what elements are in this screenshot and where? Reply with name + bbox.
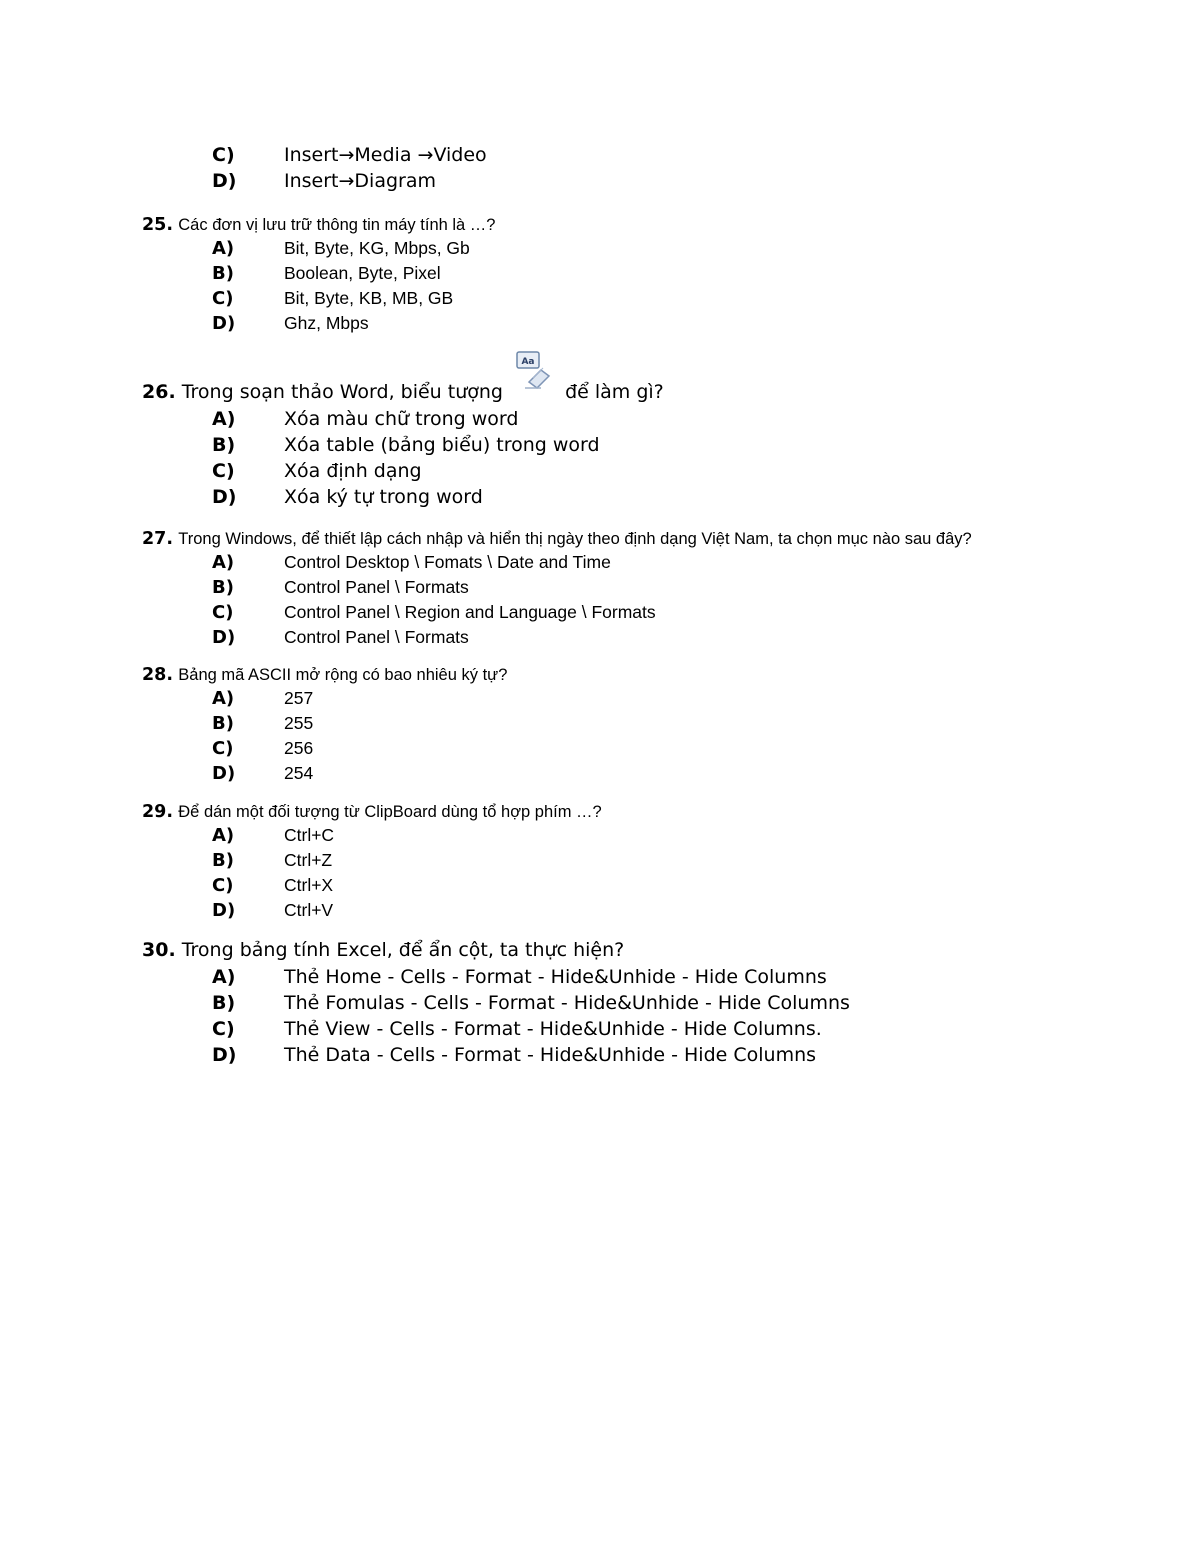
option-letter: C) <box>212 602 234 623</box>
option-text: Bit, Byte, KB, MB, GB <box>284 288 454 308</box>
question-text: Trong Windows, để thiết lập cách nhập và hiển thị ngày theo định dạng Việt Nam, ta chọn mục nào sau đây? <box>178 530 972 548</box>
question-30 <box>142 937 850 1068</box>
option-c <box>142 458 664 484</box>
option-letter: D) <box>212 900 236 921</box>
question-text-after: để làm gì? <box>565 381 664 403</box>
option-text: Insert→Media →Video <box>284 144 487 166</box>
option-b <box>142 261 495 286</box>
option-letter: D) <box>212 763 236 784</box>
option-b <box>142 711 507 736</box>
option-letter: D) <box>212 170 237 192</box>
option-d <box>142 625 972 650</box>
option-letter: B) <box>212 577 234 598</box>
question-24-continued <box>142 142 487 194</box>
option-a <box>142 236 495 261</box>
option-c <box>142 873 602 898</box>
option-letter: C) <box>212 1018 235 1040</box>
option-text: Control Panel \ Formats <box>284 627 469 647</box>
option-text: Thẻ Fomulas - Cells - Format - Hide&Unhide - Hide Columns <box>284 992 850 1014</box>
option-letter: C) <box>212 875 234 896</box>
option-text: Control Panel \ Region and Language \ Formats <box>284 602 656 622</box>
option-letter: D) <box>212 313 236 334</box>
question-number: 29. <box>142 802 174 822</box>
svg-text:Aa: Aa <box>521 357 535 367</box>
option-letter: A) <box>212 408 236 430</box>
option-a <box>142 964 850 990</box>
option-letter: C) <box>212 288 234 309</box>
option-d <box>142 1042 850 1068</box>
question-number: 30. <box>142 939 176 961</box>
option-b <box>142 848 602 873</box>
option-letter: A) <box>212 688 235 709</box>
option-a <box>142 550 972 575</box>
option-text: Xóa định dạng <box>284 460 422 482</box>
question-text: Bảng mã ASCII mở rộng có bao nhiêu ký tự? <box>178 666 508 684</box>
question-number: 25. <box>142 215 174 235</box>
question-26 <box>142 357 664 510</box>
question-text-before: Trong soạn thảo Word, biểu tượng <box>181 381 503 403</box>
option-c <box>142 600 972 625</box>
question-28 <box>142 664 507 786</box>
option-a <box>142 406 664 432</box>
option-text: Control Panel \ Formats <box>284 577 469 597</box>
option-text: 256 <box>284 738 314 758</box>
clear-formatting-eraser-icon <box>509 357 559 398</box>
question-number: 26. <box>142 381 176 403</box>
option-d <box>142 311 495 336</box>
option-a <box>142 823 602 848</box>
option-letter: D) <box>212 486 237 508</box>
question-number: 28. <box>142 665 174 685</box>
option-letter: C) <box>212 144 235 166</box>
option-letter: B) <box>212 434 236 456</box>
option-text: 257 <box>284 688 314 708</box>
option-c <box>142 142 487 168</box>
option-text: Xóa table (bảng biểu) trong word <box>284 434 600 456</box>
option-letter: B) <box>212 263 234 284</box>
option-c <box>142 736 507 761</box>
question-stem <box>142 664 507 686</box>
option-c <box>142 286 495 311</box>
option-text: Xóa màu chữ trong word <box>284 408 519 430</box>
question-27 <box>142 528 972 650</box>
option-text: Bit, Byte, KG, Mbps, Gb <box>284 238 470 258</box>
option-text: 254 <box>284 763 314 783</box>
option-text: Ctrl+V <box>284 900 334 920</box>
option-d <box>142 898 602 923</box>
option-text: Thẻ Data - Cells - Format - Hide&Unhide - Hide Columns <box>284 1044 817 1066</box>
option-letter: A) <box>212 825 235 846</box>
option-text: Ghz, Mbps <box>284 313 369 333</box>
option-text: Control Desktop \ Fomats \ Date and Time <box>284 552 611 572</box>
option-b <box>142 575 972 600</box>
option-a <box>142 686 507 711</box>
option-letter: C) <box>212 460 235 482</box>
question-number: 27. <box>142 529 174 549</box>
question-text: Các đơn vị lưu trữ thông tin máy tính là …? <box>178 216 496 234</box>
question-text: Để dán một đối tượng từ ClipBoard dùng tổ hợp phím …? <box>178 803 602 821</box>
question-stem <box>142 357 664 406</box>
question-stem <box>142 937 850 964</box>
question-stem <box>142 214 495 236</box>
option-text: Ctrl+X <box>284 875 334 895</box>
option-letter: A) <box>212 966 236 988</box>
option-c <box>142 1016 850 1042</box>
question-29 <box>142 801 602 923</box>
option-text: Ctrl+Z <box>284 850 333 870</box>
option-letter: D) <box>212 627 236 648</box>
option-letter: A) <box>212 238 235 259</box>
question-25 <box>142 214 495 336</box>
option-letter: B) <box>212 713 234 734</box>
option-text: Ctrl+C <box>284 825 335 845</box>
option-b <box>142 990 850 1016</box>
option-letter: D) <box>212 1044 237 1066</box>
option-letter: B) <box>212 850 234 871</box>
option-text: Boolean, Byte, Pixel <box>284 263 441 283</box>
option-d <box>142 168 487 194</box>
question-stem <box>142 801 602 823</box>
option-text: Insert→Diagram <box>284 170 436 192</box>
option-b <box>142 432 664 458</box>
option-d <box>142 761 507 786</box>
option-text: Thẻ View - Cells - Format - Hide&Unhide - Hide Columns. <box>284 1018 822 1040</box>
option-text: Thẻ Home - Cells - Format - Hide&Unhide - Hide Columns <box>284 966 827 988</box>
option-letter: C) <box>212 738 234 759</box>
option-text: 255 <box>284 713 314 733</box>
option-letter: B) <box>212 992 236 1014</box>
option-d <box>142 484 664 510</box>
option-letter: A) <box>212 552 235 573</box>
question-stem <box>142 528 972 550</box>
question-text: Trong bảng tính Excel, để ẩn cột, ta thực hiện? <box>181 939 625 961</box>
option-text: Xóa ký tự trong word <box>284 486 483 508</box>
